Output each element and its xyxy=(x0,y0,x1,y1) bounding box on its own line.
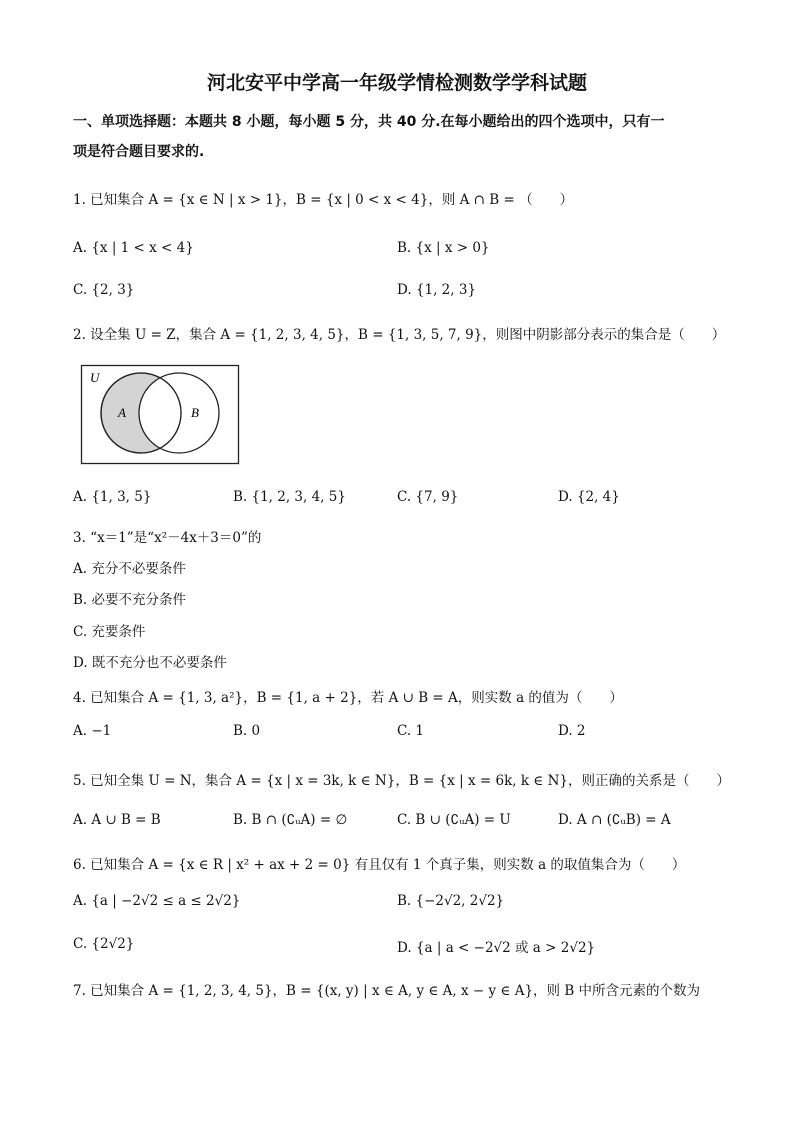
question-1-option-a: A. {x | 1 < x < 4} xyxy=(73,240,194,256)
venn-diagram xyxy=(80,364,242,466)
question-4-option-c: C. 1 xyxy=(397,723,425,739)
paper-title: 河北安平中学高一年级学情检测数学学科试题 xyxy=(206,72,587,94)
question-6-option-a: A. {a | −2√2 ≤ a ≤ 2√2} xyxy=(73,893,241,909)
question-3-stem: 3. “x＝1”是“x²－4x＋3＝0”的 xyxy=(73,530,262,546)
question-5-option-d: D. A ∩ (∁ᵤB) = A xyxy=(558,812,671,828)
venn-label-a: A xyxy=(118,405,126,420)
venn-label-u: U xyxy=(90,370,100,385)
question-1-option-c: C. {2, 3} xyxy=(73,282,135,298)
question-6-option-d: D. {a | a < −2√2 或 a > 2√2} xyxy=(397,940,596,956)
question-2-option-b: B. {1, 2, 3, 4, 5} xyxy=(233,489,346,505)
section-heading-line1: 一、单项选择题：本题共 8 小题，每小题 5 分，共 40 分.在每小题给出的四个选项中，只有一 xyxy=(73,114,665,130)
question-3-option-d: D. 既不充分也不必要条件 xyxy=(73,655,227,671)
question-2-option-a: A. {1, 3, 5} xyxy=(73,489,152,505)
question-5-option-b: B. B ∩ (∁ᵤA) = ∅ xyxy=(233,812,348,828)
question-2-option-d: D. {2, 4} xyxy=(558,489,620,505)
question-5-stem: 5. 已知全集 U = N，集合 A = {x | x = 3k, k ∈ N}，B = {x | x = 6k, k ∈ N}，则正确的关系是（ ） xyxy=(73,773,730,789)
question-3-option-b: B. 必要不充分条件 xyxy=(73,592,187,608)
question-1-option-d: D. {1, 2, 3} xyxy=(397,282,477,298)
question-5-option-a: A. A ∪ B = B xyxy=(73,812,161,828)
question-4-option-d: D. 2 xyxy=(558,723,586,739)
question-4-stem: 4. 已知集合 A = {1, 3, a²}，B = {1, a + 2}，若 A ∪ B = A，则实数 a 的值为（ ） xyxy=(73,690,623,706)
venn-label-b: B xyxy=(191,405,199,420)
question-2-stem: 2. 设全集 U = Z，集合 A = {1, 2, 3, 4, 5}，B = {1, 3, 5, 7, 9}，则图中阴影部分表示的集合是（ ） xyxy=(73,327,726,343)
question-6-stem: 6. 已知集合 A = {x ∈ R | x² + ax + 2 = 0} 有且仅有 1 个真子集，则实数 a 的取值集合为（ ） xyxy=(73,857,686,873)
question-5-option-c: C. B ∪ (∁ᵤA) = U xyxy=(397,812,511,828)
section-heading-line2: 项是符合题目要求的. xyxy=(73,144,205,160)
question-3-option-c: C. 充要条件 xyxy=(73,624,146,640)
question-4-option-a: A. −1 xyxy=(73,723,112,739)
question-1-option-b: B. {x | x > 0} xyxy=(397,240,490,256)
question-1-stem: 1. 已知集合 A = {x ∈ N | x > 1}，B = {x | 0 < x < 4}，则 A ∩ B = （ ） xyxy=(73,192,574,208)
question-4-option-b: B. 0 xyxy=(233,723,261,739)
question-7-stem: 7. 已知集合 A = {1, 2, 3, 4, 5}，B = {(x, y) | x ∈ A, y ∈ A, x − y ∈ A}，则 B 中所含元素的个数为 xyxy=(73,983,701,999)
question-3-option-a: A. 充分不必要条件 xyxy=(73,561,186,577)
question-6-option-c: C. {2√2} xyxy=(73,936,135,952)
question-6-option-b: B. {−2√2, 2√2} xyxy=(397,893,505,909)
question-2-option-c: C. {7, 9} xyxy=(397,489,459,505)
